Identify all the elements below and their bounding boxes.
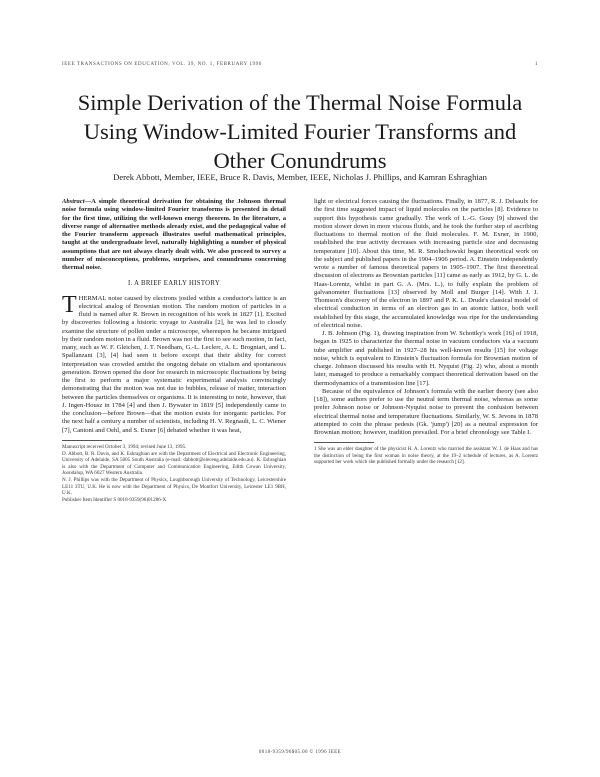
page-number: 1 [534,62,538,67]
abstract-label: Abstract— [62,198,92,205]
body-paragraph: J. B. Johnson (Fig. 1), drawing inspiration from W. Schottky's work [16] of 1918, began in 1925 to characterize the thermal noise in vacuum conductors via a vacuum tube amplifier and published in 1927–28 his well-known results [15] for voltage noise, which is equivalent to Einstein's fluctuation formula for Brownian motion of charge. Johnson discussed his results with H. Nyquist (Fig. 2) who, about a month later, managed to produce a remarkably compact theoretical derivation based on the thermodynamics of a transmission line [17]. [314,330,538,387]
body-paragraph: light or electrical forces causing the fluctuations. Finally, in 1877, R. J. Delsaulx for the first time suggested impact of liquid molecules on the particles [8]. Evidence to support this hypothesis came gradually. The work of L.-G. Gouy [9] showed the motion slower down in more viscous fluids, and he took the further step of ascribing fluctuations to thermal motion of the fluid molecules. F. M. Exner, in 1900, established the true activity decreases with increasing particle size and decreasing temperature [10]. About this time, M. R. Smoluchowski began theoretical work on the subject and published papers in the 1904–1906 period. A. Einstein independently wrote a number of famous theoretical papers in 1905–1907. The first theoretical discussion of electrons as Brownian particles [11] came as early as 1912, by G. L. de Haas-Lorentz, whilst in part G. A. (Mrs. L.), to fully explain the problem of galvanometer fluctuations [13] observed by Moll and Burger [14]. With J. J. Thomson's discovery of the electron in 1897 and P. K. L. Drude's classical model of electrical conduction in terms of an electron gas in an atomic lattice, both well established by this stage, the accumulated knowledge was ripe for the understanding of electrical noise. [314,198,538,329]
drop-cap: T [62,291,77,318]
intro-text: HERMAL noise caused by electrons jostled within a conductor's lattice is an electrical analog of Brownian motion. The random motion of particles in a fluid is named after R. Brown in recognition of his work in 1827 [1]. Excited by discoveries following a historic voyage to Australia [2], he was led to closely examine the structure of pollen under a microscope, whereupon he became intrigued by their random motion in a fluid. Brown was not the first to see such motion, in fact, many, such as W. F. Gleichen, J. T. Needham, G.-L. Leclerc, A. L. Brogniart, and L. Spallanzani [3], [4] had seen it before except that their ability for correct interpretation was crowded amidst the ongoing debate on vitalism and spontaneous generation. Brown opened the door for research in microscopic fluctuations by being the first to perform a major systematic experimental analysis convincingly demonstrating that the motion was not due to bubbles, release of matter, interaction between the particles themselves or organisms. It is interesting to note, however, that J. Ingen-Housz in 1784 [4] and then J. Bywater in 1819 [5] independently came to the conclusion—before Brown—that the motion exists for inorganic particles. For the next half a century a number of scientists, including H. V. Regnault, L. C. Wiener [7], Cantoni and Oehl, and S. Exner [6] debated whether it was heat, [62,294,287,434]
right-column [314,198,538,466]
author-list: Derek Abbott, Member, IEEE, Bruce R. Davis, Member, IEEE, Nicholas J. Phillips, and Kamran Eshraghian [113,172,487,182]
footnote-received: Manuscript received October 3, 1994; revised June 13, 1995. [62,443,187,450]
copyright-footer: 0018-9359/96$05.00 © 1996 IEEE [258,750,342,755]
section-heading: I. A BRIEF EARLY HISTORY [127,280,221,288]
footnote-divider [314,442,374,443]
body-paragraph: Because of the equivalence of Johnson's formula with the earlier theory (see also [18]), some authors prefer to use the neutral term thermal noise, whereas as some prefer Johnson noise or Johnson-Nyquist noise to prevent the confusion between electrical thermal noise and temperature fluctuations. Similarly, W. S. Jevons in 1878 attempted to coin the phrase pedesis (Gk. 'jump') [20] as a neutral expression for Brownian motion; however, tradition prevailed. For a brief chronology see Table I. [314,387,538,436]
left-column [62,198,286,504]
running-head [62,62,538,67]
paper-title: Simple Derivation of the Thermal Noise Formula Using Window-Limited Fourier Transforms and Other Conundrums [77,90,523,173]
footnote-lorentz: 1 She was an elder daughter of the physicist H. A. Lorentz who married the assistant W. J. de Haas and has the distinction of being the first woman in noise theory, at the 19–2 schedule of lectures, as A. Lorentz supported her work which she published formally under the research [12]. [314,446,538,465]
intro-paragraph [62,291,287,435]
footnote-phillips: N. J. Phillips was with the Department of Physics, Loughborough University of Technology, Leicestershire LE11 3TU, U.K. He is now with the Department of Physics, De Montfort University, Leicester LE1 9BH, U.K. [62,477,286,496]
footnote-divider [62,440,122,441]
footnote-affiliation: D. Abbott, B. R. Davis, and K. Eshraghian are with the Department of Electrical and Electronic Engineering, University of Adelaide, SA 5005 South Australia (e-mail: dabbott@eleceng.adelaide.edu.au). K. Eshraghian is also with the Department of Computer and Communication Engineering, Edith Cowan University, Joondalup, WA 6027 Western Australia. [62,451,286,476]
footnote-publisher-id: Publisher Item Identifier S 0018-9359(96)01286-X. [62,497,168,504]
journal-header: IEEE TRANSACTIONS ON EDUCATION, VOL. 39, NO. 1, FEBRUARY 1996 [62,62,262,67]
abstract-text: A simple theoretical derivation for obtaining the Johnson thermal noise formula using window-limited Fourier transforms is presented in detail for the first time, utilizing the well-known energy theorem. In the literature, a diverse range of alternative methods already exist, and the pedagogical value of the Fourier transform approach illustrates useful mathematical principles, taught at the undergraduate level, naturally highlighting a number of physical assumptions that are not always clearly dealt with. We also proceed to survey a number of misconceptions, problems, surprises, and conundrums concerning thermal noise. [62,198,286,271]
abstract [62,198,286,272]
